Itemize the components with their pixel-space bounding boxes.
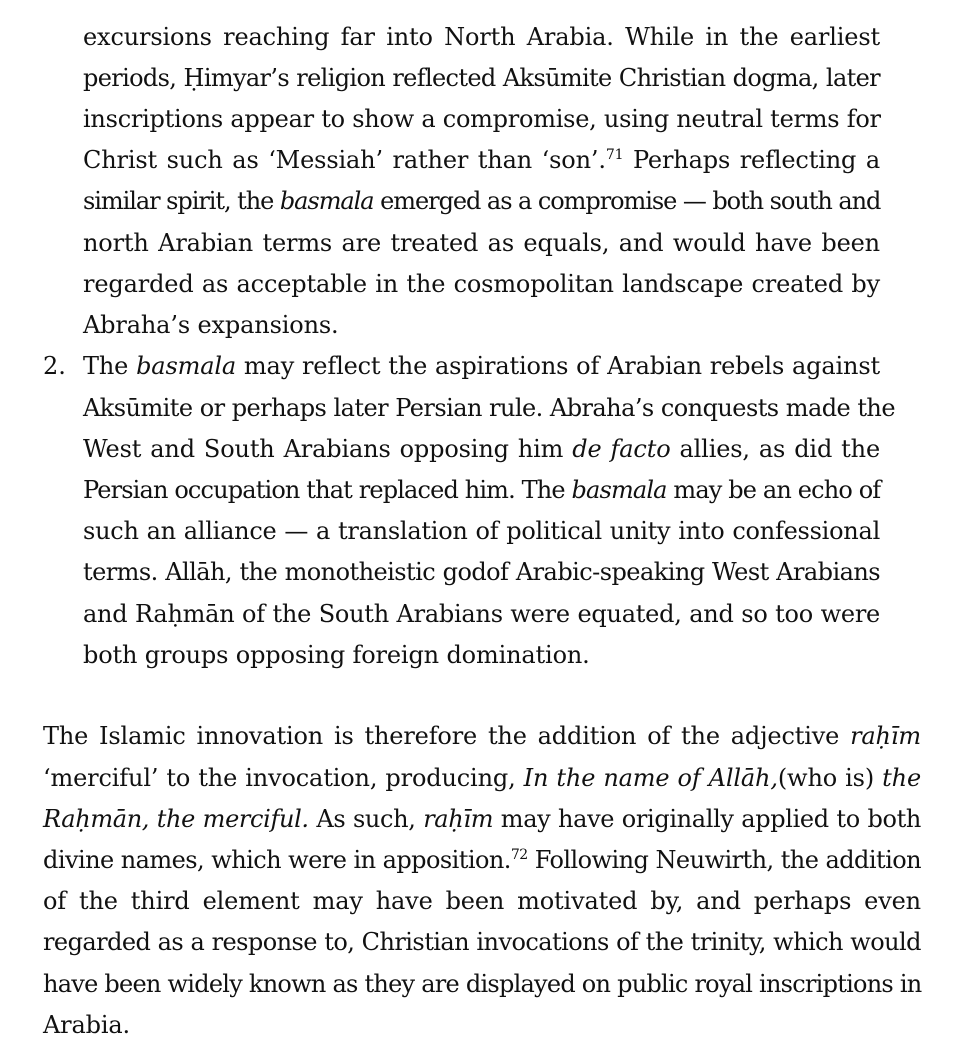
text-line-content: periods, Ḥimyar’s religion reflected Aksūmite Christian dogma, later — [83, 64, 880, 92]
text-segment: allies, as did the — [670, 435, 880, 463]
italic-phrase: Raḥmān, the merciful. — [43, 805, 309, 833]
italic-term: de facto — [572, 435, 671, 463]
text-line — [43, 799, 921, 840]
cut-off-text-line — [43, 1046, 923, 1057]
text-line — [43, 1005, 921, 1046]
text-segment: West and South Arabians opposing him — [83, 435, 573, 463]
text-segment: Following Neuwirth, the addition — [527, 846, 921, 874]
text-line — [83, 429, 880, 470]
text-line — [83, 58, 880, 99]
text-line — [43, 964, 921, 1005]
text-segment: emerged as a compromise — both south and — [373, 187, 881, 215]
text-segment: may have originally applied to both — [493, 805, 921, 833]
text-line-content: and Raḥmān of the South Arabians were equated, and so too were — [83, 600, 880, 628]
text-line — [83, 99, 880, 140]
text-segment: The Islamic innovation is therefore the addition of the adjective — [43, 722, 851, 750]
text-line — [43, 840, 921, 881]
text-line-content: both groups opposing foreign domination. — [83, 641, 590, 669]
text-line-content: excursions reaching far into North Arabia. While in the earliest — [83, 23, 880, 51]
text-line — [43, 881, 921, 922]
text-line-content: Arabia. — [43, 1011, 131, 1039]
text-line — [43, 758, 921, 799]
text-line-content: have been widely known as they are displayed on public royal inscriptions in — [43, 970, 922, 998]
text-segment: ‘merciful’ to the invocation, producing, — [43, 764, 524, 792]
text-segment: Christ such as ‘Messiah’ rather than ‘son’. — [83, 146, 606, 174]
text-line-content: terms. Allāh, the monotheistic godof Arabic-speaking West Arabians — [83, 558, 880, 586]
text-line-content: of the third element may have been motivated by, and perhaps even — [43, 887, 921, 915]
text-line — [83, 305, 880, 346]
text-segment: (who is) — [777, 764, 883, 792]
text-line — [83, 223, 880, 264]
text-line — [83, 388, 895, 429]
text-line — [83, 594, 880, 635]
italic-term: basmala — [279, 187, 374, 215]
text-line — [83, 140, 880, 181]
italic-term: raḥīm — [423, 805, 494, 833]
text-line-content: Aksūmite or perhaps later Persian rule. Abraha’s conquests made the — [83, 394, 895, 422]
text-line — [83, 346, 880, 387]
list-number: 2. — [43, 352, 66, 380]
text-line-content: inscriptions appear to show a compromise, using neutral terms for — [83, 105, 881, 133]
text-segment: As such, — [308, 805, 424, 833]
text-line-content: such an alliance — a translation of political unity into confessional — [83, 517, 880, 545]
text-line — [43, 716, 921, 757]
footnote-marker[interactable]: 71 — [605, 147, 624, 163]
text-segment: may reflect the aspirations of Arabian rebels against — [236, 352, 880, 380]
text-line-content: regarded as acceptable in the cosmopolitan landscape created by — [83, 270, 880, 298]
text-line-content: regarded as a response to, Christian invocations of the trinity, which would — [43, 928, 921, 956]
text-line — [83, 470, 880, 511]
text-segment: may be an echo of — [666, 476, 881, 504]
italic-term: basmala — [136, 352, 237, 380]
italic-term: basmala — [571, 476, 667, 504]
text-segment: The — [83, 352, 137, 380]
text-line — [83, 552, 880, 593]
italic-phrase: In the name of Allāh, — [523, 764, 778, 792]
text-line-content: north Arabian terms are treated as equals, and would have been — [83, 229, 880, 257]
italic-phrase: the — [882, 764, 921, 792]
text-line — [83, 511, 880, 552]
text-segment: similar spirit, the — [83, 187, 280, 215]
text-segment: Perhaps reflecting a — [623, 146, 880, 174]
text-line — [43, 922, 921, 963]
text-line — [83, 17, 880, 58]
text-line — [83, 181, 880, 222]
text-line — [83, 264, 880, 305]
italic-term: raḥīm — [850, 722, 921, 750]
text-line — [83, 635, 880, 676]
text-segment: Persian occupation that replaced him. The — [83, 476, 572, 504]
text-segment: divine names, which were in apposition. — [43, 846, 511, 874]
footnote-marker[interactable]: 72 — [510, 847, 528, 863]
text-line-content: Abraha’s expansions. — [83, 311, 339, 339]
